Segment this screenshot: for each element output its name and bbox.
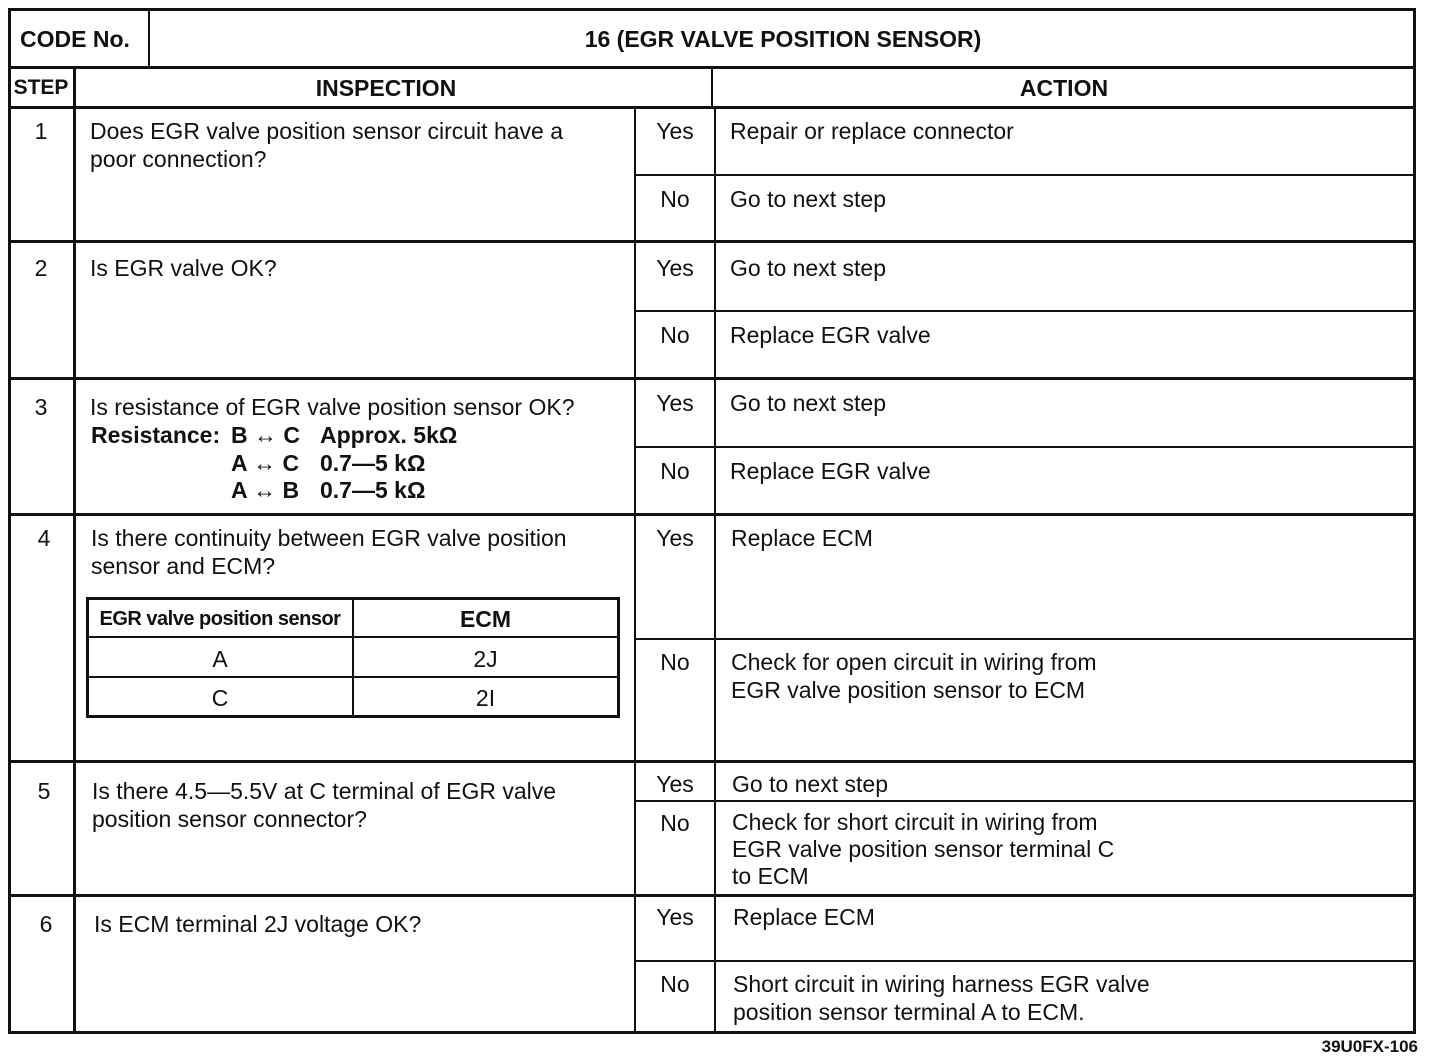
step-4-no: No [660, 649, 690, 675]
rule-action-col [714, 108, 716, 1034]
step-1-inspection-line: poor connection? [90, 146, 267, 172]
step-1-inspection [90, 117, 630, 173]
step-6-no-action-line: Short circuit in wiring harness EGR valve [733, 971, 1150, 997]
continuity-cell: 2I [475, 685, 496, 711]
step-5-no-action-line: EGR valve position sensor terminal C [732, 836, 1115, 862]
step-1-no: No [660, 186, 690, 212]
step-4-inspection-line: Is there continuity between EGR valve position [91, 525, 567, 551]
continuity-cell: A [212, 646, 228, 672]
column-step: STEP [13, 76, 69, 99]
rule-step5-bottom [8, 894, 1416, 897]
step-6-no: No [660, 971, 690, 997]
step-5-no: No [660, 810, 690, 836]
step-5-number: 5 [37, 778, 51, 804]
step-2-no: No [660, 322, 690, 348]
step-1-inspection-line: Does EGR valve position sensor circuit have a [90, 118, 563, 144]
step-5-no-action-line: to ECM [732, 863, 809, 889]
step-3-number: 3 [34, 394, 48, 420]
step-3-resistance-value: 0.7—5 kΩ [320, 450, 426, 476]
step-6-yes-action: Replace ECM [733, 904, 875, 930]
step-5-no-action [732, 809, 1412, 890]
code-label: CODE No. [20, 26, 130, 52]
continuity-header-rule [86, 636, 620, 638]
step-6-number: 6 [39, 911, 53, 937]
step-3-resistance-terminals: B ↔ C [231, 422, 300, 448]
step-3-resistance-value: 0.7—5 kΩ [320, 477, 426, 503]
step-1-yes: Yes [656, 118, 694, 144]
step-4-yes: Yes [656, 525, 694, 551]
step-4-no-action [731, 648, 1411, 704]
continuity-cell: C [211, 685, 229, 711]
step-3-resistance-value: Approx. 5kΩ [320, 422, 458, 448]
step-3-resistance-terminals: A ↔ B [231, 477, 300, 503]
step-3-resistance-label: Resistance: [91, 422, 221, 448]
rule-step4-bottom [8, 760, 1416, 763]
step-2-yes: Yes [656, 255, 694, 281]
continuity-cell: 2J [473, 646, 498, 672]
step-3-resistance-terminals: A ↔ C [231, 450, 300, 476]
column-action: ACTION [1019, 75, 1109, 101]
step-2-number: 2 [34, 255, 48, 281]
step-4-yes-action: Replace ECM [731, 525, 873, 551]
step-5-no-action-line: Check for short circuit in wiring from [732, 809, 1098, 835]
step-5-inspection-line: Is there 4.5—5.5V at C terminal of EGR valve [92, 778, 557, 804]
step-6-no-action-line: position sensor terminal A to ECM. [733, 999, 1085, 1025]
step-4-no-action-line: EGR valve position sensor to ECM [731, 677, 1086, 703]
rule-step1-bottom [8, 240, 1416, 243]
step-2-inspection: Is EGR valve OK? [90, 255, 277, 281]
step-1-no-action: Go to next step [730, 186, 886, 212]
step-6-yes: Yes [656, 904, 694, 930]
rule-step3-bottom [8, 513, 1416, 516]
rule-step2-bottom [8, 377, 1416, 380]
continuity-header-sensor: EGR valve position sensor [99, 608, 341, 630]
step-6-no-action [733, 970, 1413, 1026]
rule-step2-yesno [634, 310, 1416, 312]
rule-result-col [634, 108, 636, 1034]
step-5-yes-action: Go to next step [732, 771, 888, 797]
code-title: 16 (EGR VALVE POSITION SENSOR) [584, 26, 982, 52]
step-4-no-action-line: Check for open circuit in wiring from [731, 649, 1097, 675]
step-4-inspection-line: sensor and ECM? [91, 553, 276, 579]
step-5-inspection [92, 777, 632, 833]
step-2-no-action: Replace EGR valve [730, 322, 931, 348]
rule-step1-yesno [634, 174, 1416, 176]
step-3-inspection: Is resistance of EGR valve position sensor OK? [90, 394, 575, 420]
rule-step4-yesno [634, 638, 1416, 640]
rule-step5-yesno [634, 800, 1416, 802]
figure-id: 39U0FX-106 [1321, 1037, 1418, 1056]
column-inspection: INSPECTION [315, 75, 457, 101]
step-4-number: 4 [37, 525, 51, 551]
step-1-number: 1 [34, 118, 48, 144]
rule-action-col-header [711, 68, 713, 108]
continuity-row-rule [86, 676, 620, 678]
step-3-yes-action: Go to next step [730, 390, 886, 416]
step-1-yes-action: Repair or replace connector [730, 118, 1014, 144]
rule-step3-yesno [634, 446, 1416, 448]
step-3-no-action: Replace EGR valve [730, 458, 931, 484]
step-4-inspection [91, 524, 631, 580]
step-5-inspection-line: position sensor connector? [92, 806, 367, 832]
step-3-no: No [660, 458, 690, 484]
step-6-inspection: Is ECM terminal 2J voltage OK? [94, 911, 422, 937]
step-2-yes-action: Go to next step [730, 255, 886, 281]
step-5-yes: Yes [656, 771, 694, 797]
rule-step6-yesno [634, 960, 1416, 962]
continuity-header-ecm: ECM [459, 606, 512, 632]
step-3-yes: Yes [656, 390, 694, 416]
